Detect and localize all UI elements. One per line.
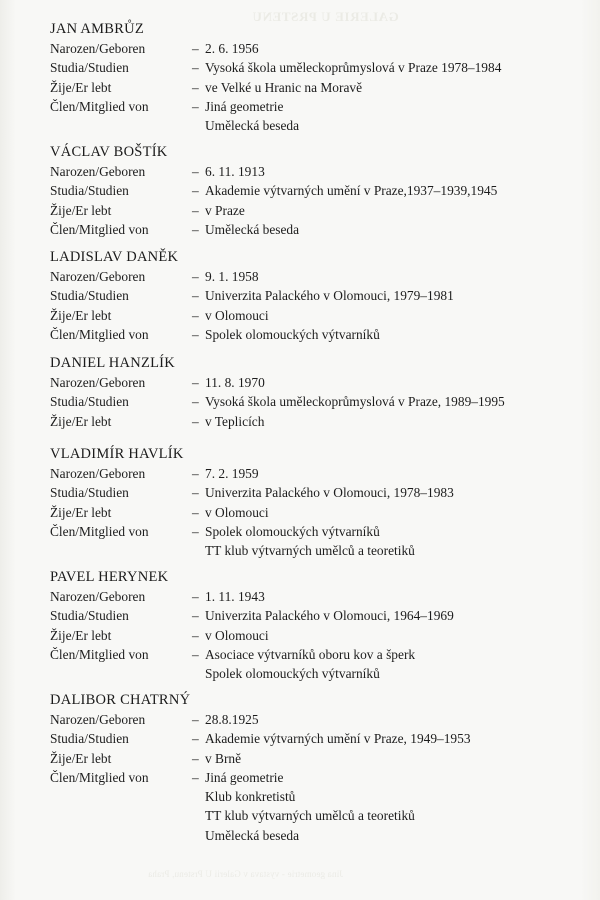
detail-dash: – <box>192 202 199 218</box>
showthrough-text-top: GALERIE U PRSTENU <box>252 9 399 24</box>
detail-value: v Praze <box>205 202 245 218</box>
artist-entry <box>50 354 570 431</box>
detail-row <box>50 39 570 58</box>
detail-value: 28.8.1925 <box>205 712 259 727</box>
detail-label: Studia/Studien <box>50 288 129 304</box>
detail-value: 11. 8. 1970 <box>205 375 265 390</box>
detail-dash: – <box>192 466 199 481</box>
detail-row <box>50 412 570 431</box>
detail-dash: – <box>192 485 199 501</box>
detail-dash: – <box>192 183 199 199</box>
detail-value: Vysoká škola uměleckoprůmyslová v Praze, 1989–1995 <box>205 394 505 410</box>
detail-row <box>50 97 570 116</box>
detail-label: Studia/Studien <box>50 60 129 76</box>
detail-label: Narozen/Geboren <box>50 41 146 56</box>
detail-dash: – <box>192 712 199 727</box>
detail-value: TT klub výtvarných umělců a teoretiků <box>205 808 415 824</box>
artist-entry <box>50 568 570 683</box>
detail-row <box>50 286 570 305</box>
artist-name-heading: VLADIMÍR HAVLÍK <box>50 446 184 462</box>
detail-value: 6. 11. 1913 <box>205 164 265 179</box>
detail-dash: – <box>192 164 199 179</box>
detail-row <box>50 220 570 239</box>
detail-row <box>50 392 570 411</box>
detail-dash: – <box>192 288 199 304</box>
detail-row <box>50 587 570 606</box>
detail-value: v Brně <box>205 750 242 766</box>
detail-value: Akademie výtvarných umění v Praze,1937–1939,1945 <box>205 183 498 199</box>
detail-row <box>50 483 570 502</box>
detail-row-continuation <box>50 826 570 845</box>
detail-row <box>50 710 570 729</box>
detail-value: Univerzita Palackého v Olomouci, 1964–1969 <box>205 608 454 624</box>
detail-dash: – <box>192 98 199 114</box>
detail-label: Studia/Studien <box>50 608 129 624</box>
detail-dash: – <box>192 731 199 747</box>
detail-value: 2. 6. 1956 <box>205 41 259 56</box>
detail-row <box>50 306 570 325</box>
detail-row <box>50 162 570 181</box>
detail-value: Asociace výtvarníků oboru kov a šperk <box>205 646 416 662</box>
detail-label: Žije/Er lebt <box>50 307 112 323</box>
detail-value: Vysoká škola uměleckoprůmyslová v Praze 1978–1984 <box>205 60 502 76</box>
artist-name-heading: LADISLAV DANĚK <box>50 249 179 265</box>
detail-dash: – <box>192 307 199 323</box>
detail-row <box>50 606 570 625</box>
detail-dash: – <box>192 375 199 390</box>
detail-dash: – <box>192 394 199 410</box>
artist-entry <box>50 445 570 560</box>
detail-label: Člen/Mitglied von <box>50 326 149 342</box>
detail-label: Žije/Er lebt <box>50 413 112 429</box>
detail-label: Narozen/Geboren <box>50 269 146 284</box>
detail-row <box>50 729 570 748</box>
detail-row-continuation <box>50 541 570 560</box>
detail-row <box>50 464 570 483</box>
detail-label: Člen/Mitglied von <box>50 98 149 114</box>
detail-value: Umělecká beseda <box>205 827 300 843</box>
artist-name-heading: PAVEL HERYNEK <box>50 569 169 585</box>
detail-dash: – <box>192 627 199 643</box>
detail-row <box>50 522 570 541</box>
detail-dash: – <box>192 221 199 237</box>
detail-value: Spolek olomouckých výtvarníků <box>205 523 380 539</box>
detail-row <box>50 749 570 768</box>
detail-label: Narozen/Geboren <box>50 589 146 604</box>
detail-row-continuation <box>50 806 570 825</box>
detail-value: 7. 2. 1959 <box>205 466 259 481</box>
detail-label: Studia/Studien <box>50 394 129 410</box>
detail-dash: – <box>192 523 199 539</box>
detail-dash: – <box>192 269 199 284</box>
detail-value: Jiná geometrie <box>205 98 284 114</box>
artist-entry <box>50 691 570 845</box>
detail-value: 1. 11. 1943 <box>205 589 265 604</box>
detail-dash: – <box>192 646 199 662</box>
detail-row <box>50 325 570 344</box>
detail-value: Spolek olomouckých výtvarníků <box>205 326 380 342</box>
detail-label: Člen/Mitglied von <box>50 646 149 662</box>
detail-row <box>50 267 570 286</box>
artist-name-heading: JAN AMBRŮZ <box>50 21 144 37</box>
detail-label: Člen/Mitglied von <box>50 221 149 237</box>
detail-value: Jiná geometrie <box>205 769 284 785</box>
detail-value: v Olomouci <box>205 627 269 643</box>
detail-label: Narozen/Geboren <box>50 164 146 179</box>
detail-value: Umělecká beseda <box>205 221 300 237</box>
detail-label: Člen/Mitglied von <box>50 769 149 785</box>
detail-label: Studia/Studien <box>50 731 129 747</box>
detail-dash: – <box>192 60 199 76</box>
detail-label: Žije/Er lebt <box>50 79 112 95</box>
artist-name-heading: DANIEL HANZLÍK <box>50 355 175 371</box>
detail-value: 9. 1. 1958 <box>205 269 259 284</box>
detail-value: v Teplicích <box>205 413 265 429</box>
detail-value: Klub konkretistů <box>205 789 296 805</box>
detail-dash: – <box>192 79 199 95</box>
detail-value: v Olomouci <box>205 504 269 520</box>
detail-dash: – <box>192 769 199 785</box>
detail-label: Žije/Er lebt <box>50 504 112 520</box>
detail-label: Studia/Studien <box>50 485 129 501</box>
detail-row <box>50 201 570 220</box>
detail-value: Umělecká beseda <box>205 118 300 134</box>
detail-dash: – <box>192 589 199 604</box>
artist-entry <box>50 20 570 135</box>
detail-label: Žije/Er lebt <box>50 750 112 766</box>
detail-label: Narozen/Geboren <box>50 466 146 481</box>
artist-name-heading: DALIBOR CHATRNÝ <box>50 692 191 708</box>
detail-label: Narozen/Geboren <box>50 375 146 390</box>
detail-dash: – <box>192 504 199 520</box>
detail-value: Akademie výtvarných umění v Praze, 1949–1953 <box>205 731 471 747</box>
detail-row <box>50 181 570 200</box>
detail-row <box>50 626 570 645</box>
detail-value: Univerzita Palackého v Olomouci, 1979–1981 <box>205 288 454 304</box>
detail-label: Narozen/Geboren <box>50 712 146 727</box>
detail-row <box>50 373 570 392</box>
detail-value: Univerzita Palackého v Olomouci, 1978–1983 <box>205 485 454 501</box>
detail-label: Člen/Mitglied von <box>50 523 149 539</box>
detail-value: TT klub výtvarných umělců a teoretiků <box>205 543 415 559</box>
detail-row <box>50 645 570 664</box>
detail-dash: – <box>192 326 199 342</box>
detail-label: Žije/Er lebt <box>50 202 112 218</box>
detail-dash: – <box>192 750 199 766</box>
artist-entry <box>50 248 570 344</box>
detail-dash: – <box>192 41 199 56</box>
detail-dash: – <box>192 608 199 624</box>
detail-row-continuation <box>50 116 570 135</box>
artist-entry <box>50 143 570 239</box>
detail-row-continuation <box>50 664 570 683</box>
detail-dash: – <box>192 413 199 429</box>
detail-row <box>50 503 570 522</box>
detail-value: Spolek olomouckých výtvarníků <box>205 666 380 682</box>
detail-row <box>50 78 570 97</box>
showthrough-text-bottom: Jina geometrie - vystava v Galerii U Prstenu, Praha <box>148 869 343 879</box>
artist-name-heading: VÁCLAV BOŠTÍK <box>50 144 168 160</box>
detail-label: Studia/Studien <box>50 183 129 199</box>
detail-row-continuation <box>50 787 570 806</box>
detail-row <box>50 58 570 77</box>
detail-row <box>50 768 570 787</box>
detail-value: v Olomouci <box>205 307 269 323</box>
detail-value: ve Velké u Hranic na Moravě <box>205 79 363 95</box>
detail-label: Žije/Er lebt <box>50 627 112 643</box>
